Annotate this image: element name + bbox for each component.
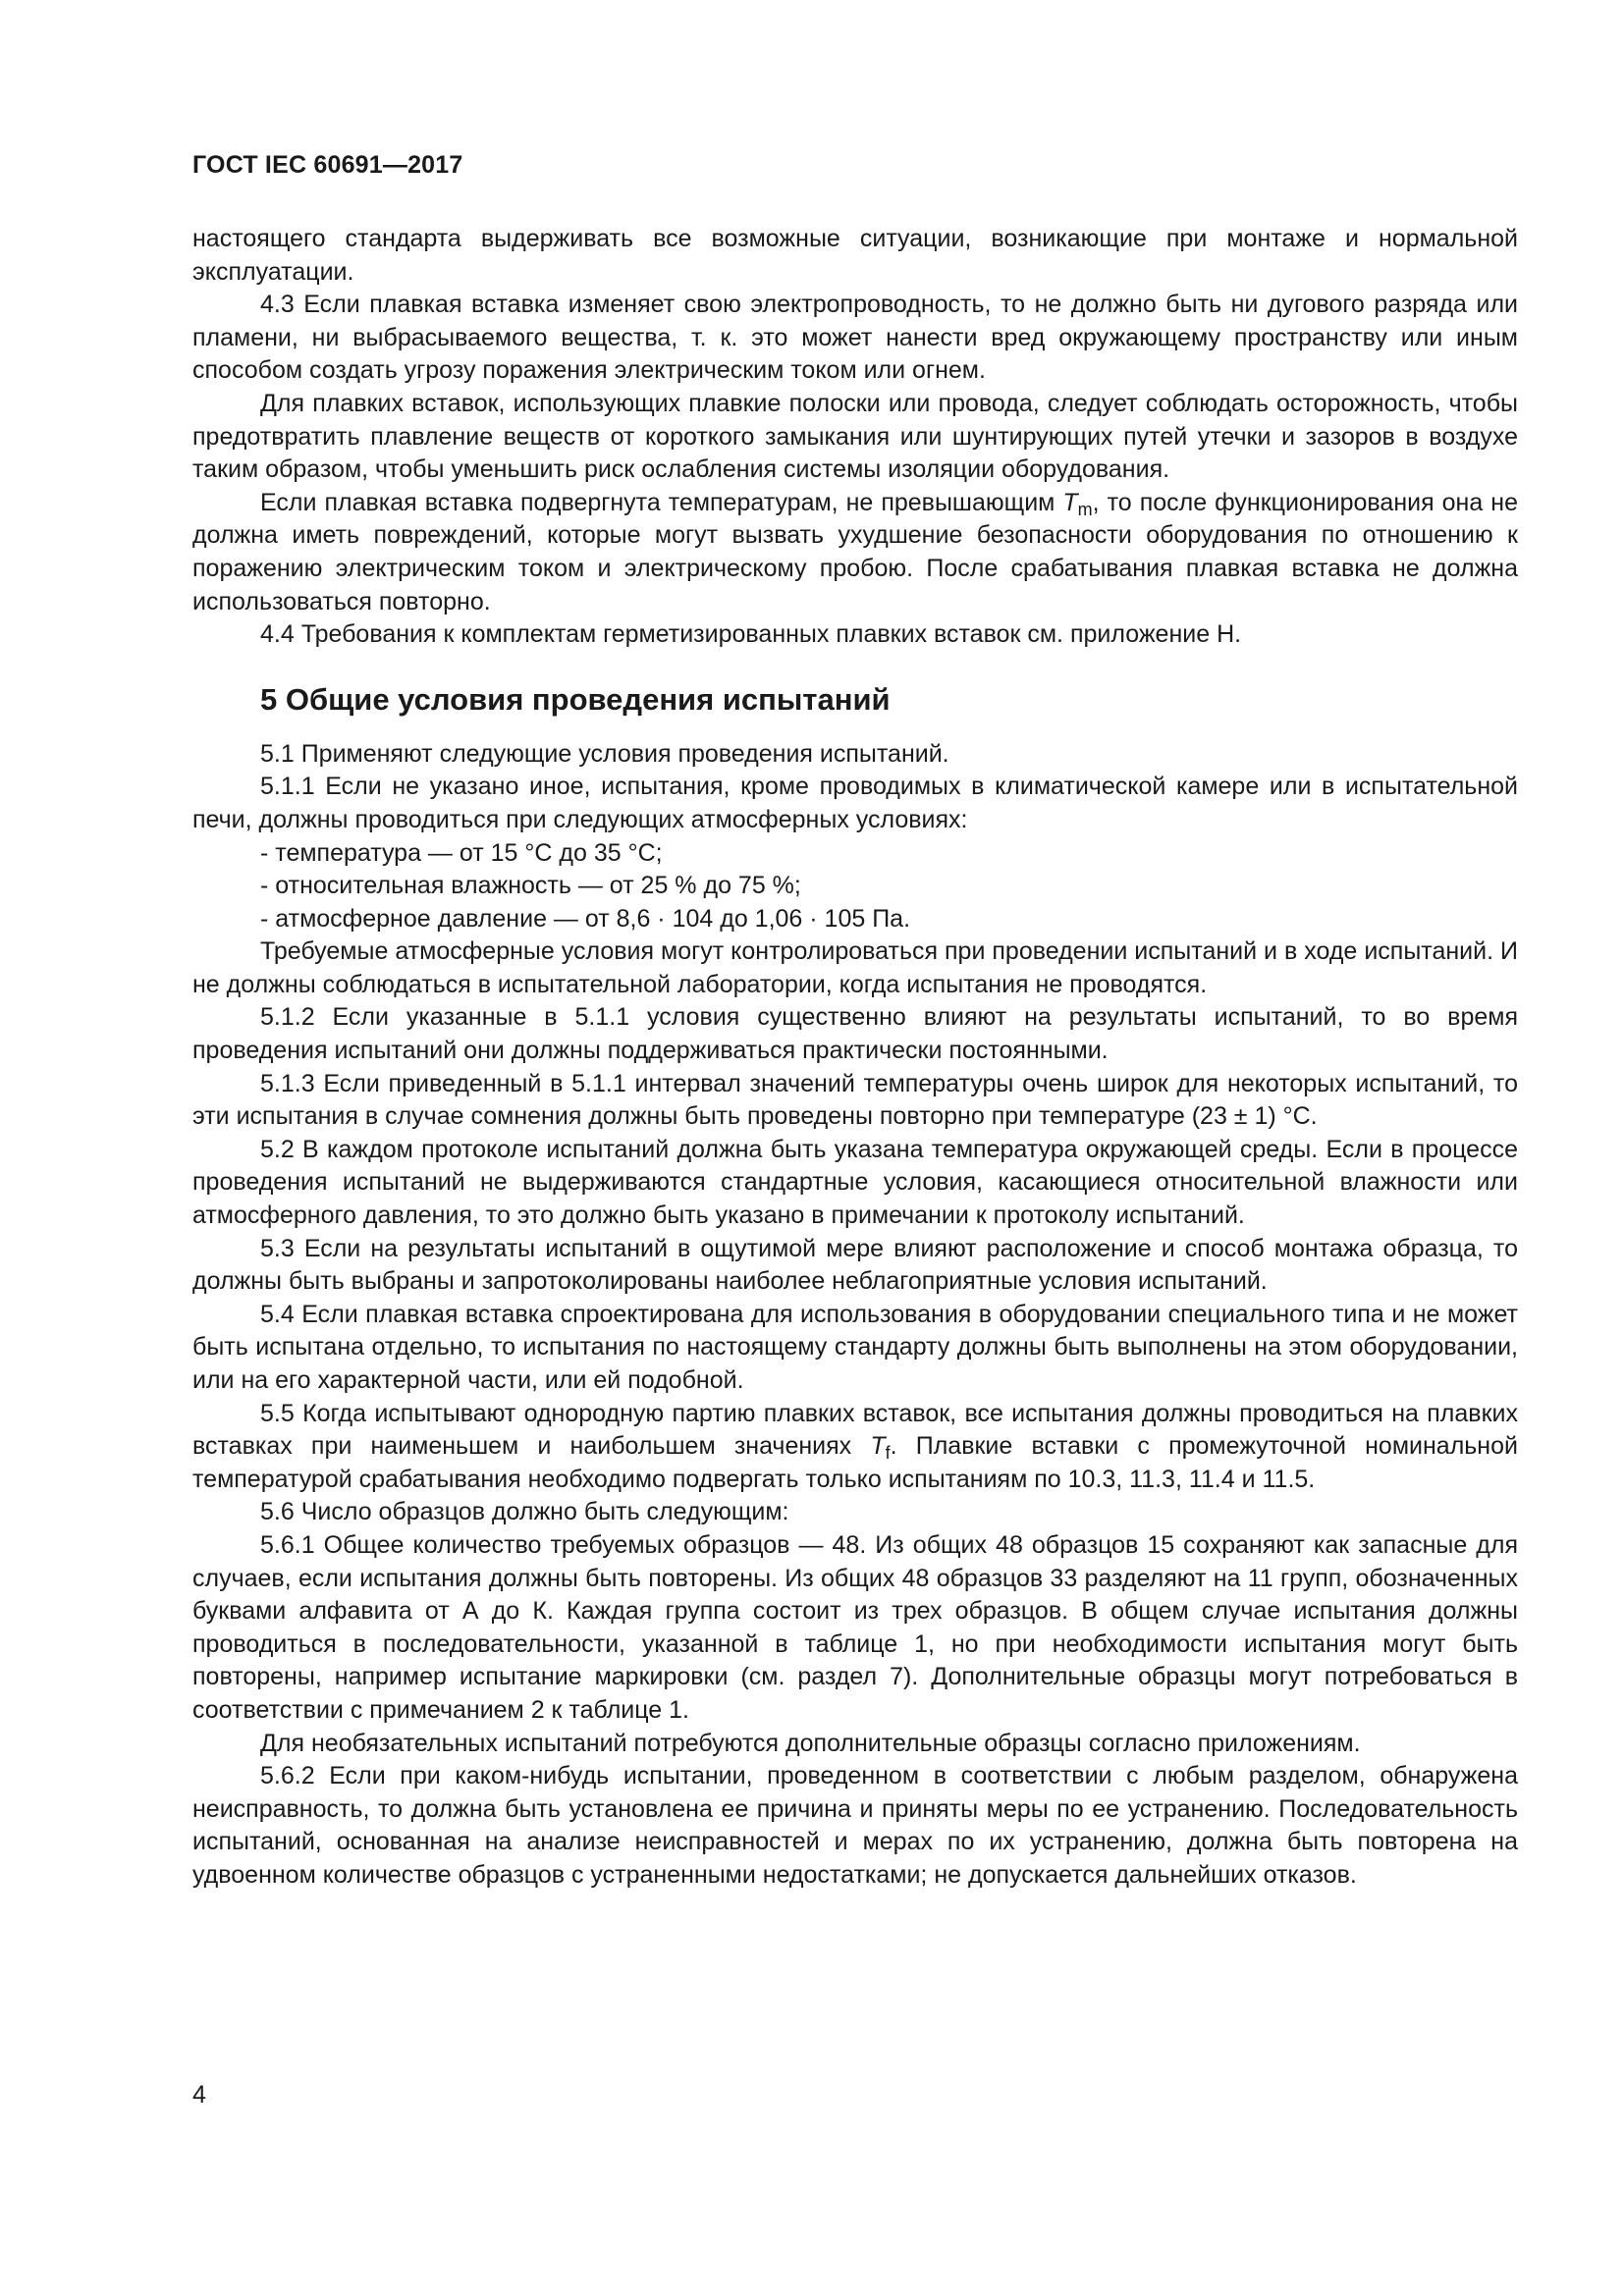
paragraph-atmospheric-control: Требуемые атмосферные условия могут контролироваться при проведении испытаний и в ходе испытаний. И не должны соблюдаться в испытательной лаборатории, когда испытания не проводятся. [192,937,1518,998]
page-number: 4 [192,2081,206,2109]
paragraph-5-2: 5.2 В каждом протоколе испытаний должна быть указана температура окружающей среды. Если в процессе проведения испытаний не выдерживаются стандартные условия, касающиеся относительной влажности или атмосферного давления, то это должно быть указано в примечании к протоколу испытаний. [192,1135,1518,1230]
paragraph-5-5 [192,1398,1518,1497]
text-fragment: , то после функционирования она не должна иметь повреждений, которые могут вызвать ухудшение безопасности оборудования по отношению к поражению электрическим током и электрическому пробою. После срабатывания плавкая вставка не должна использоваться повторно. [192,488,1518,615]
text-fragment: Если плавкая вставка подвергнута температурам, не превышающим [260,488,1063,516]
paragraph-5-6-1: 5.6.1 Общее количество требуемых образцов — 48. Из общих 48 образцов 15 сохраняют как запасные для случаев, если испытания должны быть повторены. Из общих 48 образцов 33 разделяют на 11 групп, обозначенных буквами алфавита от А до К. Каждая группа состоит из трех образцов. В общем случае испытания должны проводиться в последовательности, указанной в таблице 1, но при необходимости испытания могут быть повторены, например испытание маркировки (см. раздел 7). Дополнительные образцы могут потребоваться в соответствии с примечанием 2 к таблице 1. [192,1530,1518,1724]
paragraph-4-4: 4.4 Требования к комплектам герметизированных плавких вставок см. приложение Н. [260,620,1242,649]
paragraph-5-1-3: 5.1.3 Если приведенный в 5.1.1 интервал значений температуры очень широк для некоторых испытаний, то эти испытания в случае сомнения должны быть проведены повторно при температуре (23 ± 1) °С. [192,1069,1518,1131]
document-body [192,223,1518,1893]
paragraph-5-1-1: 5.1.1 Если не указано иное, испытания, кроме проводимых в климатической камере или в испытательной печи, должны проводиться при следующих атмосферных условиях: [192,773,1518,833]
paragraph-5-6: 5.6 Число образцов должно быть следующим: [260,1498,789,1526]
text-fragment: . Плавкие вставки с промежуточной номинальной температурой срабатывания необходимо подвергать только испытаниям по 10.3, 11.3, 11.4 и 11.5. [192,1432,1518,1493]
paragraph-tm-temperature [192,487,1518,618]
symbol-subscript-f: f [885,1443,891,1464]
paragraph-continuation: настоящего стандарта выдерживать все возможные ситуации, возникающие при монтаже и нормальной эксплуатации. [192,225,1518,286]
paragraph-5-1-2: 5.1.2 Если указанные в 5.1.1 условия существенно влияют на результаты испытаний, то во время проведения испытаний они должны поддерживаться практически постоянными. [192,1003,1518,1065]
list-item-temperature: - температура — от 15 °С до 35 °С; [260,838,663,867]
document-header: ГОСТ IEC 60691—2017 [192,151,463,179]
symbol-t: T [1062,488,1078,516]
list-item-pressure: - атмосферное давление — от 8,6 · 104 до 1,06 · 105 Па. [260,904,911,933]
list-item-humidity: - относительная влажность — от 25 % до 75 %; [260,872,801,900]
text-fragment: 5.5 Когда испытывают однородную партию плавких вставок, все испытания должны проводиться на плавких вставках при наименьшем и наибольшем значениях [192,1399,1518,1461]
paragraph-5-3: 5.3 Если на результаты испытаний в ощутимой мере влияют расположение и способ монтажа образца, то должны быть выбраны и запротоколированы наиболее неблагоприятные условия испытаний. [192,1234,1518,1296]
paragraph-5-6-2: 5.6.2 Если при каком-нибудь испытании, проведенном в соответствии с любым разделом, обнаружена неисправность, то должна быть установлена ее причина и приняты меры по ее устранению. Последовательность испытаний, основанная на анализе неисправностей и мерах по их устранению, должна быть повторена на удвоенном количестве образцов с устраненными недостатками; не допускается дальнейших отказов. [192,1762,1518,1889]
symbol-t: T [870,1432,886,1461]
symbol-subscript-m: m [1077,499,1093,519]
paragraph-5-1: 5.1 Применяют следующие условия проведения испытаний. [260,739,949,768]
paragraph-4-3: 4.3 Если плавкая вставка изменяет свою электропроводность, то не должно быть ни дугового разряда или пламени, ни выбрасываемого вещества, т. к. это может нанести вред окружающему пространству или иным способом создать угрозу поражения электрическим током или огнем. [192,291,1518,385]
paragraph-5-4: 5.4 Если плавкая вставка спроектирована для использования в оборудовании специального типа и не может быть испытана отдельно, то испытания по настоящему стандарту должны быть выполнены на этом оборудовании, или на его характерной части, или ей подобной. [192,1300,1518,1394]
paragraph-optional-tests: Для необязательных испытаний потребуются дополнительные образцы согласно приложениям. [260,1729,1361,1757]
paragraph-fuse-strips: Для плавких вставок, использующих плавкие полоски или провода, следует соблюдать осторожность, чтобы предотвратить плавление веществ от короткого замыкания или шунтирующих путей утечки и зазоров в воздухе таким образом, чтобы уменьшить риск ослабления системы изоляции оборудования. [192,389,1518,484]
section-title-5: 5 Общие условия проведения испытаний [260,681,891,717]
